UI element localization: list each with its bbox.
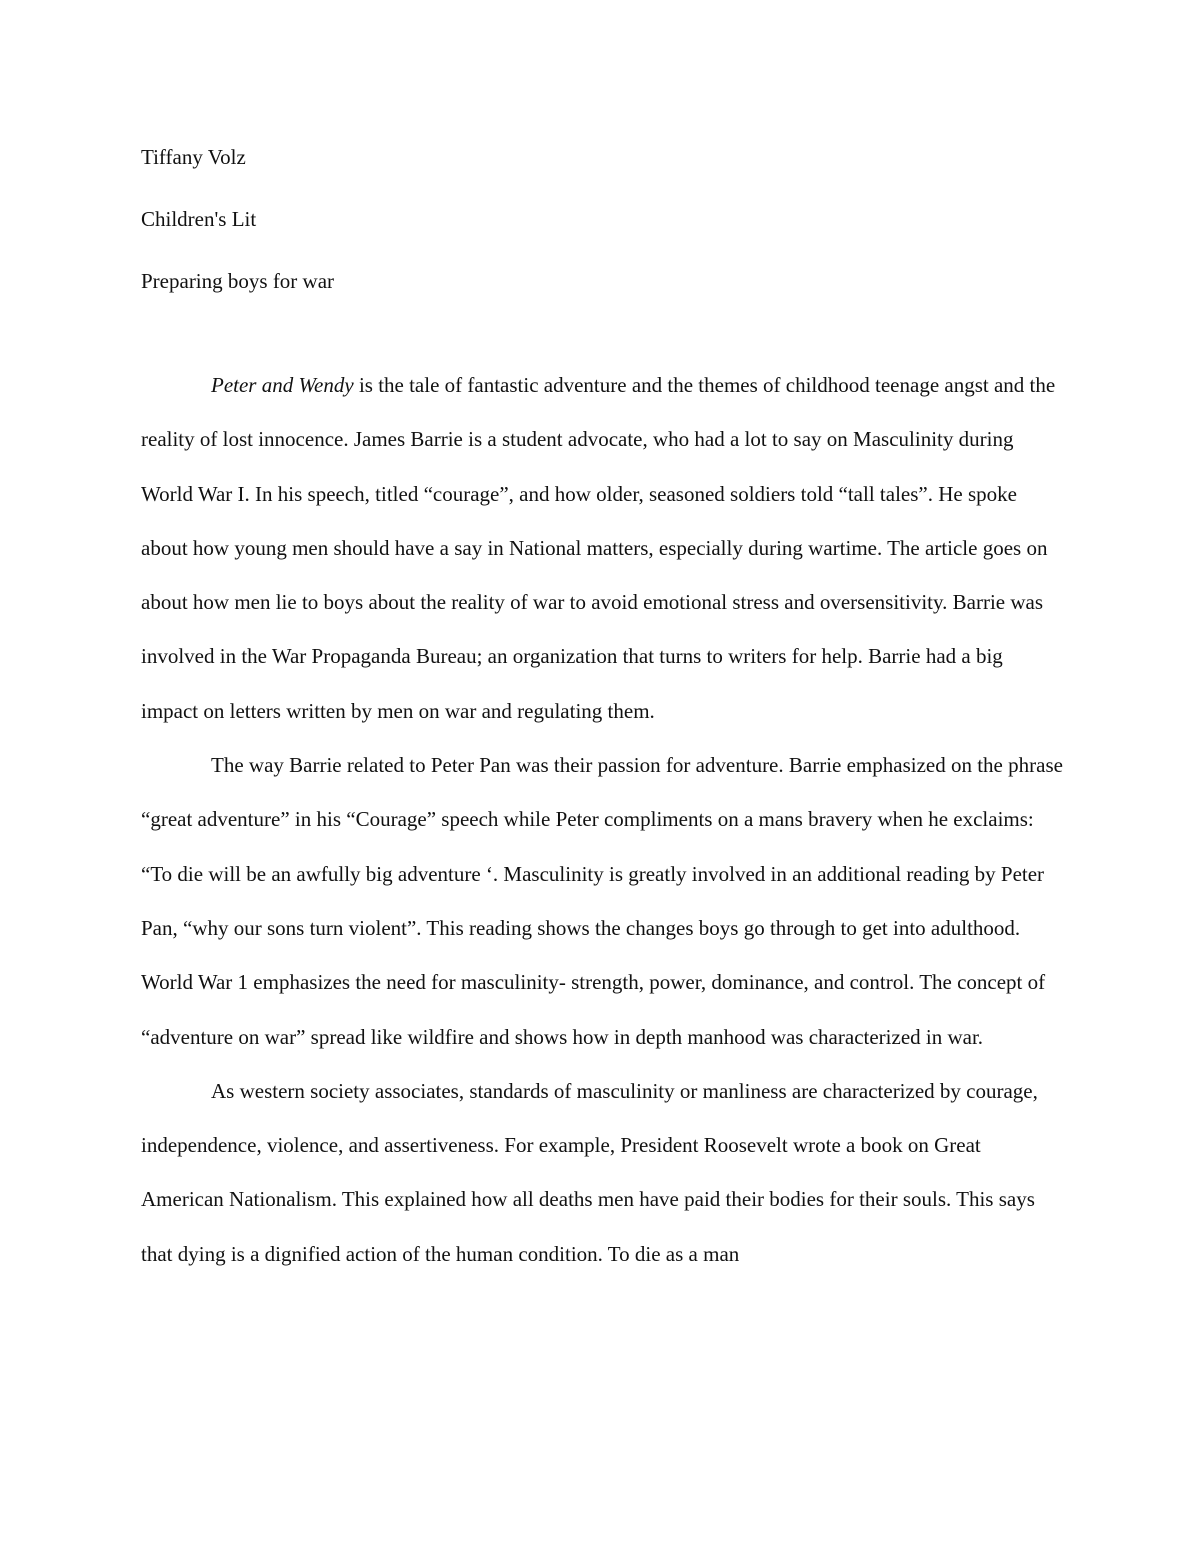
author-name: Tiffany Volz <box>141 145 246 169</box>
essay-body <box>141 358 1063 1281</box>
course-name: Children's Lit <box>141 207 257 231</box>
paragraph-1 <box>141 358 1063 738</box>
paragraph-3: As western society associates, standards of masculinity or manliness are characterized by courage, independence, violence, and assertiveness. For example, President Roosevelt wrote a book on Great American Nationalism. This explained how all deaths men have paid their bodies for their souls. This says that dying is a dignified action of the human condition. To die as a man <box>141 1078 1038 1266</box>
paragraph-1-text: is the tale of fantastic adventure and the themes of childhood teenage angst and the reality of lost innocence. James Barrie is a student advocate, who had a lot to say on Masculinity during World War I. In his speech, titled “courage”, and how older, seasoned soldiers told “tall tales”. He spoke about how young men should have a say in National matters, especially during wartime. The article goes on about how men lie to boys about the reality of war to avoid emotional stress and oversensitivity. Barrie was involved in the War Propaganda Bureau; an organization that turns to writers for help. Barrie had a big impact on letters written by men on war and regulating them. <box>141 373 1056 723</box>
paragraph-2: The way Barrie related to Peter Pan was their passion for adventure. Barrie emphasized on the phrase “great adventure” in his “Courage” speech while Peter compliments on a mans bravery when he exclaims: “To die will be an awfully big adventure ‘. Masculinity is greatly involved in an additional reading by Peter Pan, “why our sons turn violent”. This reading shows the changes boys go through to get into adulthood. World War 1 emphasizes the need for masculinity- strength, power, dominance, and control. The concept of “adventure on war” spread like wildfire and shows how in depth manhood was characterized in war. <box>141 753 1063 1049</box>
book-title: Peter and Wendy <box>211 373 354 397</box>
essay-title: Preparing boys for war <box>141 269 335 293</box>
